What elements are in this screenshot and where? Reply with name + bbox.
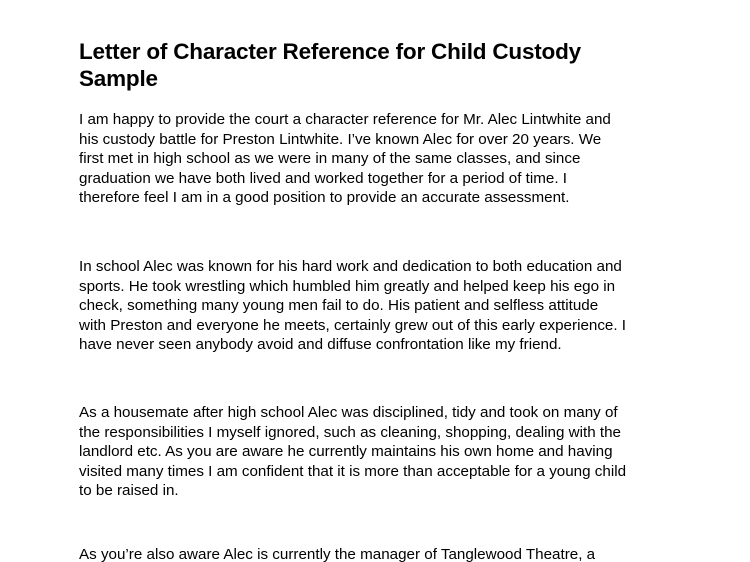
paragraph-line: check, something many young men fail to do. His patient and selfless attitude [79, 297, 599, 314]
paragraph-line: to be raised in. [79, 482, 179, 499]
title-line: Sample [79, 66, 158, 91]
paragraph-line: the responsibilities I myself ignored, such as cleaning, shopping, dealing with the [79, 423, 622, 441]
paragraph-line: with Preston and everyone he meets, certainly grew out of this early experience. I [79, 316, 627, 334]
paragraph-line: visited many times I am confident that it is more than acceptable for a young child [79, 462, 627, 480]
paragraph-line: As you’re also aware Alec is currently the manager of Tanglewood Theatre, a [79, 546, 596, 562]
paragraph-line: As a housemate after high school Alec was disciplined, tidy and took on many of [79, 404, 618, 421]
paragraph-line: therefore feel I am in a good position to provide an accurate assessment. [79, 189, 570, 206]
paragraph-line: landlord etc. As you are aware he currently maintains his own home and having [79, 443, 613, 460]
paragraph-line: graduation we have both lived and worked together for a period of time. I [79, 169, 567, 187]
paragraph-school [79, 257, 679, 355]
paragraph-introduction [79, 110, 679, 208]
paragraph-line: sports. He took wrestling which humbled him greatly and helped keep his ego in [79, 277, 616, 295]
paragraph-line: I am happy to provide the court a character reference for Mr. Alec Lintwhite and [79, 111, 611, 128]
title-line: Letter of Character Reference for Child Custody [79, 39, 581, 64]
paragraph-line: In school Alec was known for his hard work and dedication to both education and [79, 258, 622, 275]
document-title [79, 38, 699, 92]
paragraph-line: first met in high school as we were in many of the same classes, and since [79, 150, 581, 167]
paragraph-line: have never seen anybody avoid and diffuse confrontation like my friend. [79, 336, 562, 353]
paragraph-housemate [79, 403, 679, 501]
paragraph-line: his custody battle for Preston Lintwhite. I’ve known Alec for over 20 years. We [79, 130, 602, 148]
paragraph-employment [79, 545, 679, 562]
